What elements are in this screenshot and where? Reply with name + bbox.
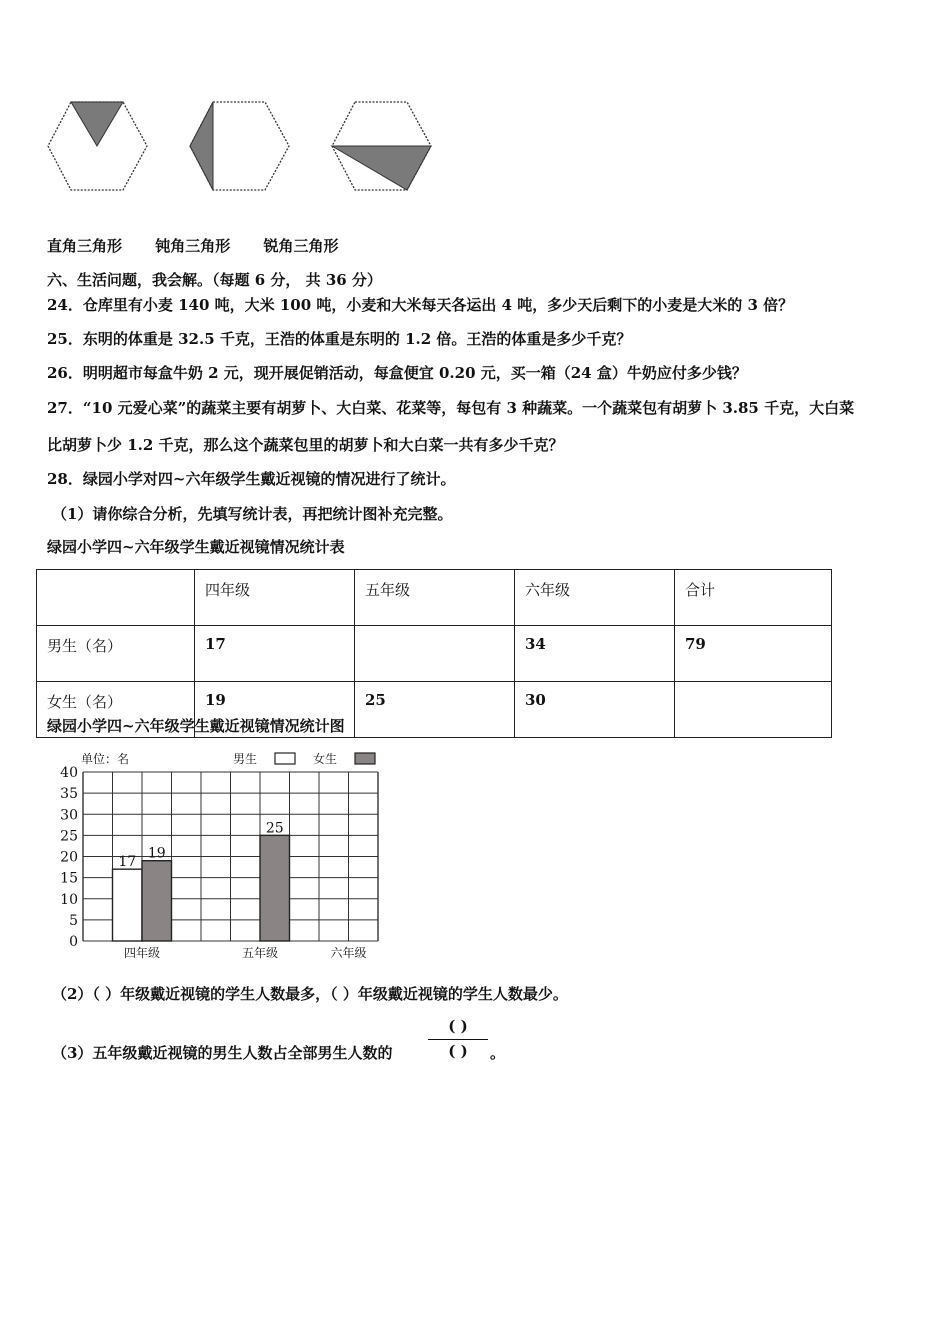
hexagon-obtuse-triangle bbox=[190, 102, 289, 190]
problem-26: 26．明明超市每盒牛奶 2 元，现开展促销活动，每盒便宜 0.20 元，买一箱（24 盒）牛奶应付多少钱？ bbox=[47, 364, 747, 382]
table-cell bbox=[37, 570, 195, 626]
problem-25: 25．东明的体重是 32.5 千克，王浩的体重是东明的 1.2 倍。王浩的体重是多少千克？ bbox=[47, 330, 632, 348]
table-cell-blank[interactable] bbox=[355, 626, 515, 682]
y-tick-label: 30 bbox=[60, 807, 78, 824]
problem-24: 24．仓库里有小麦 140 吨，大米 100 吨，小麦和大米每天各运出 4 吨，多少天后剩下的小麦是大米的 3 倍？ bbox=[47, 296, 794, 314]
x-tick-label: 五年级 bbox=[241, 946, 279, 960]
table-cell: 25 bbox=[355, 682, 515, 738]
data-label: 19 bbox=[147, 845, 166, 862]
y-tick-label: 10 bbox=[60, 891, 78, 908]
problem-27-line2: 比胡萝卜少 1.2 千克，那么这个蔬菜包里的胡萝卜和大白菜一共有多少千克？ bbox=[47, 436, 564, 454]
fraction-bar bbox=[428, 1039, 488, 1040]
legend-swatch bbox=[355, 753, 375, 764]
unit-label: 单位：名 bbox=[81, 752, 130, 766]
table-cell: 19 bbox=[195, 682, 355, 738]
bar-chart bbox=[55, 748, 385, 963]
y-tick-label: 0 bbox=[69, 934, 78, 950]
label-obtuse-triangle: 钝角三角形 bbox=[155, 237, 231, 255]
fraction-denominator: ( ) bbox=[448, 1042, 468, 1060]
table-cell: 17 bbox=[195, 626, 355, 682]
problem-28: 28．绿园小学对四~六年级学生戴近视镜的情况进行了统计。 bbox=[47, 470, 456, 488]
table-header-row bbox=[37, 570, 832, 626]
table-cell: 女生（名） bbox=[37, 682, 195, 738]
y-tick-label: 20 bbox=[60, 849, 78, 866]
table-cell: 34 bbox=[515, 626, 675, 682]
problem-28-q2: （2）（ ）年级戴近视镜的学生人数最多，（ ）年级戴近视镜的学生人数最少。 bbox=[52, 985, 568, 1003]
table-cell: 男生（名） bbox=[37, 626, 195, 682]
table-title: 绿园小学四~六年级学生戴近视镜情况统计表 bbox=[47, 538, 345, 556]
x-tick-label: 四年级 bbox=[123, 946, 161, 960]
x-tick-label: 六年级 bbox=[330, 946, 367, 960]
data-label: 25 bbox=[265, 820, 284, 837]
legend-label: 男生 bbox=[233, 752, 258, 766]
table-cell: 合计 bbox=[675, 570, 832, 626]
answer-fraction[interactable] bbox=[428, 1017, 488, 1060]
problem-28-q3: （3）五年级戴近视镜的男生人数占全部男生人数的 bbox=[52, 1044, 393, 1062]
hexagon-acute-triangle bbox=[332, 102, 431, 190]
bar-女生 bbox=[142, 861, 172, 941]
hexagon-right-triangle bbox=[48, 102, 147, 190]
table-cell: 四年级 bbox=[195, 570, 355, 626]
label-acute-triangle: 锐角三角形 bbox=[263, 237, 339, 255]
table-cell: 30 bbox=[515, 682, 675, 738]
statistics-table bbox=[36, 569, 832, 738]
legend-swatch bbox=[275, 753, 295, 764]
bar-男生 bbox=[113, 869, 143, 941]
problem-28-q1: （1）请你综合分析，先填写统计表，再把统计图补充完整。 bbox=[52, 505, 453, 523]
data-label: 17 bbox=[118, 854, 137, 871]
table-row bbox=[37, 626, 832, 682]
y-tick-label: 40 bbox=[60, 765, 78, 781]
table-cell: 五年级 bbox=[355, 570, 515, 626]
table-cell-blank[interactable] bbox=[675, 682, 832, 738]
legend-label: 女生 bbox=[313, 752, 338, 766]
y-tick-label: 5 bbox=[69, 912, 78, 929]
table-cell: 79 bbox=[675, 626, 832, 682]
bar-女生 bbox=[260, 835, 290, 941]
y-tick-label: 15 bbox=[60, 870, 78, 887]
fraction-numerator: ( ) bbox=[448, 1017, 468, 1035]
y-tick-label: 35 bbox=[60, 786, 78, 803]
y-tick-label: 25 bbox=[60, 828, 78, 845]
section-title: 六、生活问题，我会解。（每题 6 分， 共 36 分） bbox=[47, 271, 382, 289]
table-cell: 六年级 bbox=[515, 570, 675, 626]
label-right-triangle: 直角三角形 bbox=[47, 237, 123, 255]
problem-28-q3-tail: 。 bbox=[490, 1044, 506, 1062]
triangle-labels bbox=[47, 235, 367, 256]
hexagon-figures bbox=[45, 98, 445, 194]
chart-title: 绿园小学四~六年级学生戴近视镜情况统计图 bbox=[47, 717, 345, 735]
problem-27-line1: 27．“10 元爱心菜”的蔬菜主要有胡萝卜、大白菜、花菜等，每包有 3 种蔬菜。一个蔬菜包有胡萝卜 3.85 千克，大白菜 bbox=[47, 399, 855, 417]
